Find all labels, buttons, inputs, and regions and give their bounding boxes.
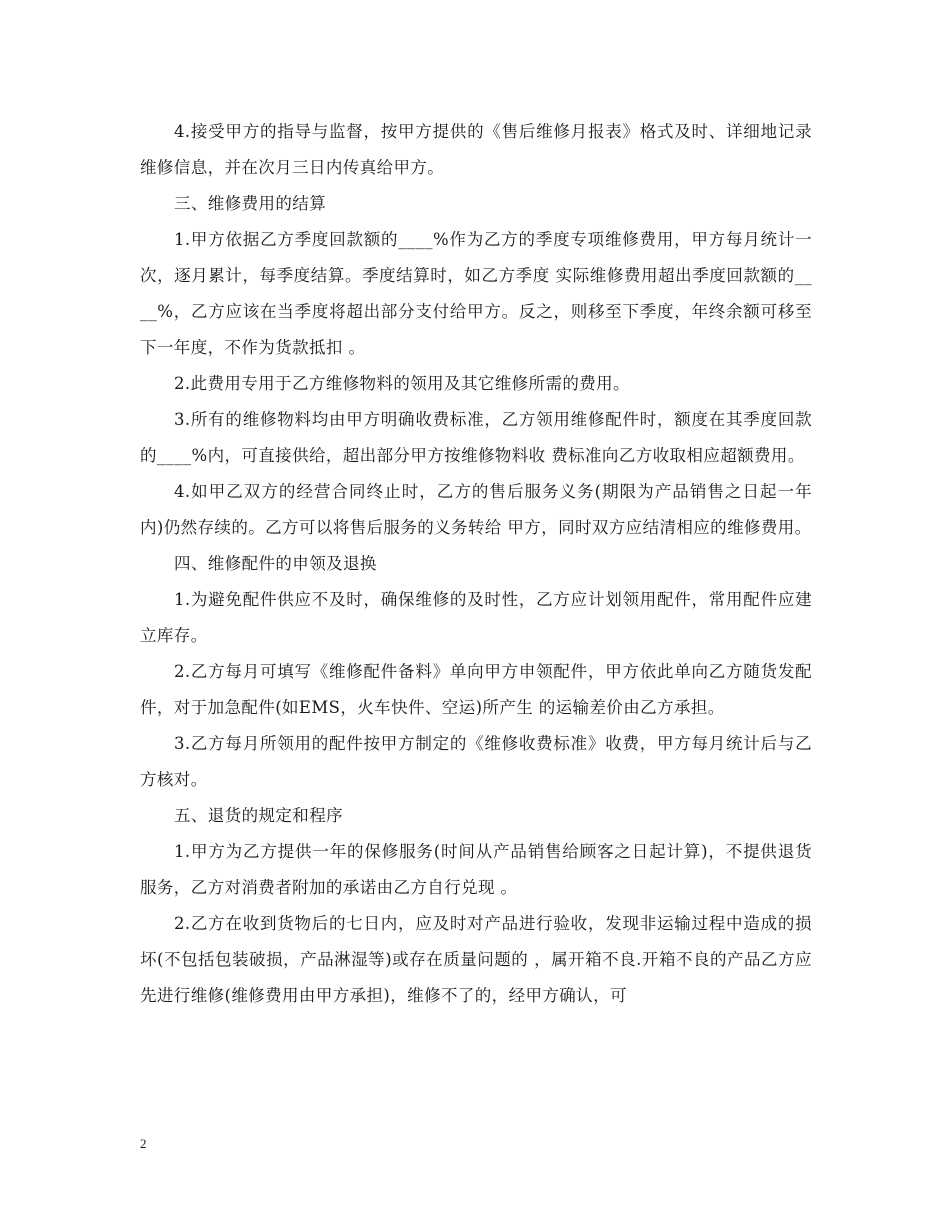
paragraph-parts-billing: 3.乙方每月所领用的配件按甲方制定的《维修收费标准》收费，甲方每月统计后与乙方核对。 xyxy=(140,734,812,789)
paragraph-parts-application: 2.乙方每月可填写《维修配件备料》单向甲方申领配件，甲方依此单向乙方随货发配件，对于加急配件(如EMS，火车快件、空运)所产生 的运输差价由乙方承担。 xyxy=(140,662,812,717)
paragraph-fee-usage: 2.此费用专用于乙方维修物料的领用及其它维修所需的费用。 xyxy=(174,374,630,393)
paragraph-contract-termination: 4.如甲乙双方的经营合同终止时，乙方的售后服务义务(期限为产品销售之日起一年内)仍然存续的。乙方可以将售后服务的义务转给 甲方，同时双方应结清相应的维修费用。 xyxy=(140,482,812,537)
paragraph-material-charges: 3.所有的维修物料均由甲方明确收费标准，乙方领用维修配件时，额度在其季度回款的____%内，可直接供给，超出部分甲方按维修物料收 费标准向乙方收取相应超额费用。 xyxy=(140,410,812,465)
paragraph-inspection-defects: 2.乙方在收到货物后的七日内，应及时对产品进行验收，发现非运输过程中造成的损坏(不包括包装破损，产品淋湿等)或存在质量问题的 ，属开箱不良.开箱不良的产品乙方应先进行维修(维修费用由甲方承担)，维修不了的，经甲方确认，可 xyxy=(140,914,812,1005)
document-body xyxy=(140,114,812,1014)
section-heading-fee-settlement: 三、维修费用的结算 xyxy=(174,194,327,213)
paragraph-parts-inventory: 1.为避免配件供应不及时，确保维修的及时性，乙方应计划领用配件，常用配件应建立库存。 xyxy=(140,590,812,645)
paragraph-quarterly-fee: 1.甲方依据乙方季度回款额的____%作为乙方的季度专项维修费用，甲方每月统计一次，逐月累计，每季度结算。季度结算时，如乙方季度 实际维修费用超出季度回款额的____%，乙方应该在当季度将超出部分支付给甲方。反之，则移至下季度，年终余额可移至下一年度，不作为货款抵扣 。 xyxy=(140,230,812,357)
section-heading-parts-request: 四、维修配件的申领及退换 xyxy=(174,554,377,573)
section-heading-returns: 五、退货的规定和程序 xyxy=(174,806,343,825)
page-number: 2 xyxy=(140,1136,147,1151)
paragraph-warranty-service: 1.甲方为乙方提供一年的保修服务(时间从产品销售给顾客之日起计算)，不提供退货服务，乙方对消费者附加的承诺由乙方自行兑现 。 xyxy=(140,842,812,897)
paragraph-acceptance-supervision: 4.接受甲方的指导与监督，按甲方提供的《售后维修月报表》格式及时、详细地记录维修信息，并在次月三日内传真给甲方。 xyxy=(140,122,812,177)
